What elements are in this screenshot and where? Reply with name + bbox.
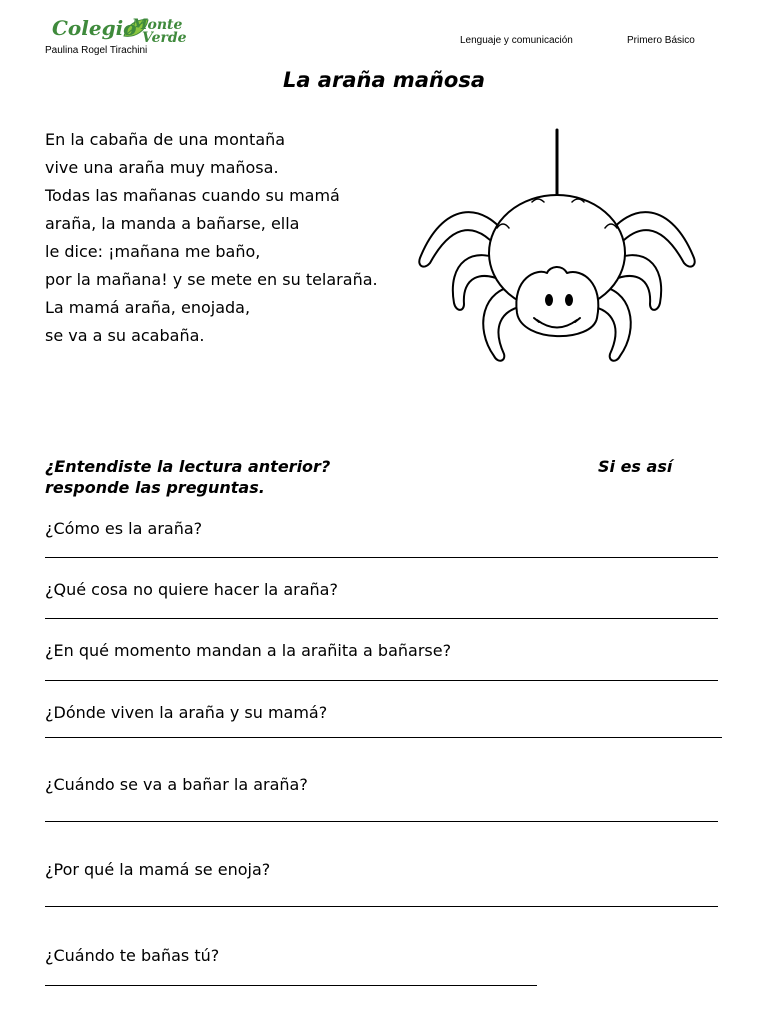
answer-line-4[interactable]: [45, 737, 722, 738]
answer-line-7[interactable]: [45, 985, 537, 986]
subject-label: Lenguaje y comunicación: [460, 35, 573, 46]
author-name: Paulina Rogel Tirachini: [45, 45, 148, 56]
logo-word-monte: Monte: [132, 17, 183, 33]
logo-word-verde: Verde: [142, 30, 187, 46]
question-4: ¿Dónde viven la araña y su mamá?: [45, 703, 328, 722]
poem-line: vive una araña muy mañosa.: [45, 158, 279, 177]
instructions-condition: Si es así: [598, 457, 673, 476]
poem-line: por la mañana! y se mete en su telaraña.: [45, 270, 378, 289]
instructions-task: responde las preguntas.: [45, 478, 265, 497]
poem-line: araña, la manda a bañarse, ella: [45, 214, 300, 233]
poem-line: La mamá araña, enojada,: [45, 298, 251, 317]
page-title: La araña mañosa: [282, 68, 486, 92]
question-1: ¿Cómo es la araña?: [45, 519, 203, 538]
question-5: ¿Cuándo se va a bañar la araña?: [45, 775, 308, 794]
spider-illustration: [412, 128, 702, 373]
question-3: ¿En qué momento mandan a la arañita a bañarse?: [45, 641, 452, 660]
poem-line: se va a su acabaña.: [45, 326, 205, 345]
question-6: ¿Por qué la mamá se enoja?: [45, 860, 271, 879]
answer-line-5[interactable]: [45, 821, 718, 822]
answer-line-3[interactable]: [45, 680, 718, 681]
school-logo: [50, 8, 200, 48]
question-7: ¿Cuándo te bañas tú?: [45, 946, 220, 965]
answer-line-1[interactable]: [45, 557, 718, 558]
question-2: ¿Qué cosa no quiere hacer la araña?: [45, 580, 338, 599]
grade-label: Primero Básico: [627, 35, 695, 46]
instructions-question: ¿Entendiste la lectura anterior?: [45, 457, 331, 476]
poem-line: Todas las mañanas cuando su mamá: [45, 186, 340, 205]
answer-line-6[interactable]: [45, 906, 718, 907]
poem: [45, 130, 385, 354]
answer-line-2[interactable]: [45, 618, 718, 619]
poem-line: En la cabaña de una montaña: [45, 130, 286, 149]
poem-line: le dice: ¡mañana me baño,: [45, 242, 261, 261]
logo-word-colegio: Colegio: [52, 16, 137, 40]
